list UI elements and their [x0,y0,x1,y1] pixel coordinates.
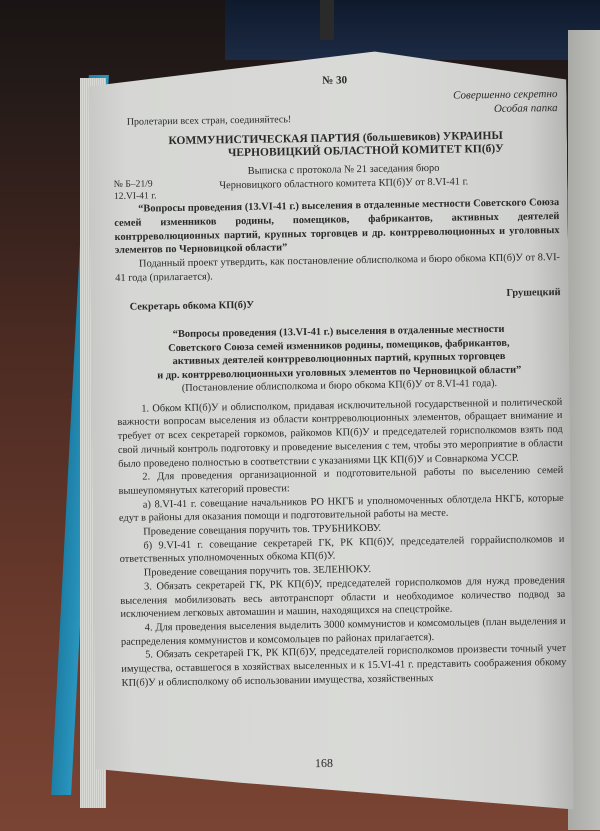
quoted-title: “Вопросы проведения (13.VI-41 г.) выселения в отдаленные местности Советского Союза семей изменников родины, помещиков, фабрикантов, активных деятелей контрреволюционных партий, крупных торговцев и др. контрреволюционных и уголовных элементов по Черновицкой области” [114,197,560,257]
approval-text: Поданный проект утвердить, как постановление облисполкома и бюро обкома КП(б)У от 8.VI-41 года (прилагается). [115,251,561,284]
page-number: 168 [314,755,334,771]
page-content [112,65,567,690]
extract-block [113,160,558,203]
slogan: Пролетарии всех стран, соединяйтесь! [126,113,292,128]
background-dark-object [225,0,600,60]
signature-block [115,286,560,315]
document-number: № 30 [322,74,348,87]
resolution-title-line: “Вопросы проведения (13.VI-41 г.) выселения в отдаленные местности [172,323,505,341]
resolution-subtitle: (Постановление облисполкома и бюро обкома КП(б)У от 8.VI-41 года). [181,378,498,394]
secrecy-line: Совершенно секретно [452,87,558,102]
background-strip [320,0,334,40]
paragraph: Проведение совещания поручить тов. ЗЕЛЕНЮКУ. [143,564,372,579]
paragraph: а) 8.VI-41 г. совещание начальников РО НКГБ и уполномоченных облотдела НКГБ, которые едут в районы для оказания помощи и подготовительной работы на месте. [118,492,564,525]
secrecy-line: Особая папка [493,101,558,115]
extract-line: Черновицкого областного комитета КП(б)У от 8.VI-41 г. [219,176,469,191]
registration [114,178,157,203]
paragraph: 2. Для проведения организационной и подготовительной работы по выселению семей вышеупомянутых категорий провести: [118,465,564,497]
extract-title [193,161,493,193]
paragraph: Проведение совещания поручить тов. ТРУБНИКОВУ. [143,522,382,538]
paragraph: 1. Обком КП(б)У и облисполком, придавая исключительной государственной и политической важности вопросам выселения из области контрреволюционных элементов, обращает внимание и требует от всех секретарей горкомов, райкомов КП(б)У и председателей горисполкомов взять под свой личный контроль подготовку и проведение выселения с тем, чтобы это мероприятие в области было проведено полностью в соответствии с указаниями ЦК КП(б)У и Совнаркома УССР. [117,396,563,470]
resolution-title-line: Советского Союза семей изменников родины, помещиков, фабрикантов, [168,337,510,354]
registration-date: 12.VI-41 г. [113,190,157,203]
party-header: КОММУНИСТИЧЕСКАЯ ПАРТИЯ (большевиков) УКРАИНЫ [168,130,503,148]
paragraph: б) 9.VI-41 г. совещание секретарей ГК, РК КП(б)У, председателей горрайисполкомов и ответственных уполномоченных обкома КП(б)У. [119,533,565,566]
registration-number: № Б–21/9 [113,178,153,191]
resolution-title-line: и др. контрреволюционныхи уголовных элементов по Черновицкой области” [157,364,522,381]
signature-name: Грушецкий [506,287,561,300]
resolution-title [116,322,562,383]
paragraph: 4. Для проведения выселения выделить 3000 коммунистов и комсомольцев (план выделения и распределения коммунистов и комсомольцев по районах прилагается). [120,615,566,648]
paragraph: 5. Обязать секретарей ГК, РК КП(б)У, председателей горисполкомов произвести точный учет имущества, оставшегося в хозяйствах выселенных и к 15.VI-41 г. представить соображения обкому КП(б)У и облисполкому об использовании имущества, хозяйственных [121,643,567,689]
resolution-title-line: активных деятелей контрреволюционных партий, крупных торговцев [172,350,506,368]
signature-title: Секретарь обкома КП(б)У [129,300,255,314]
extract-line: Выписка с протокола № 21 заседания бюро [247,162,440,177]
committee-header: ЧЕРНОВИЦКИЙ ОБЛАСТНОЙ КОМИТЕТ КП(б)У [227,143,504,160]
paragraph: 3. Обязать секретарей ГК, РК КП(б)У, председателей горисполкомов для нужд проведения выселения мобилизовать весь автотранспорт области и необходимое количество подвод за исключением легковых автомашин и машин, находящихся на спецстройке. [120,574,566,621]
